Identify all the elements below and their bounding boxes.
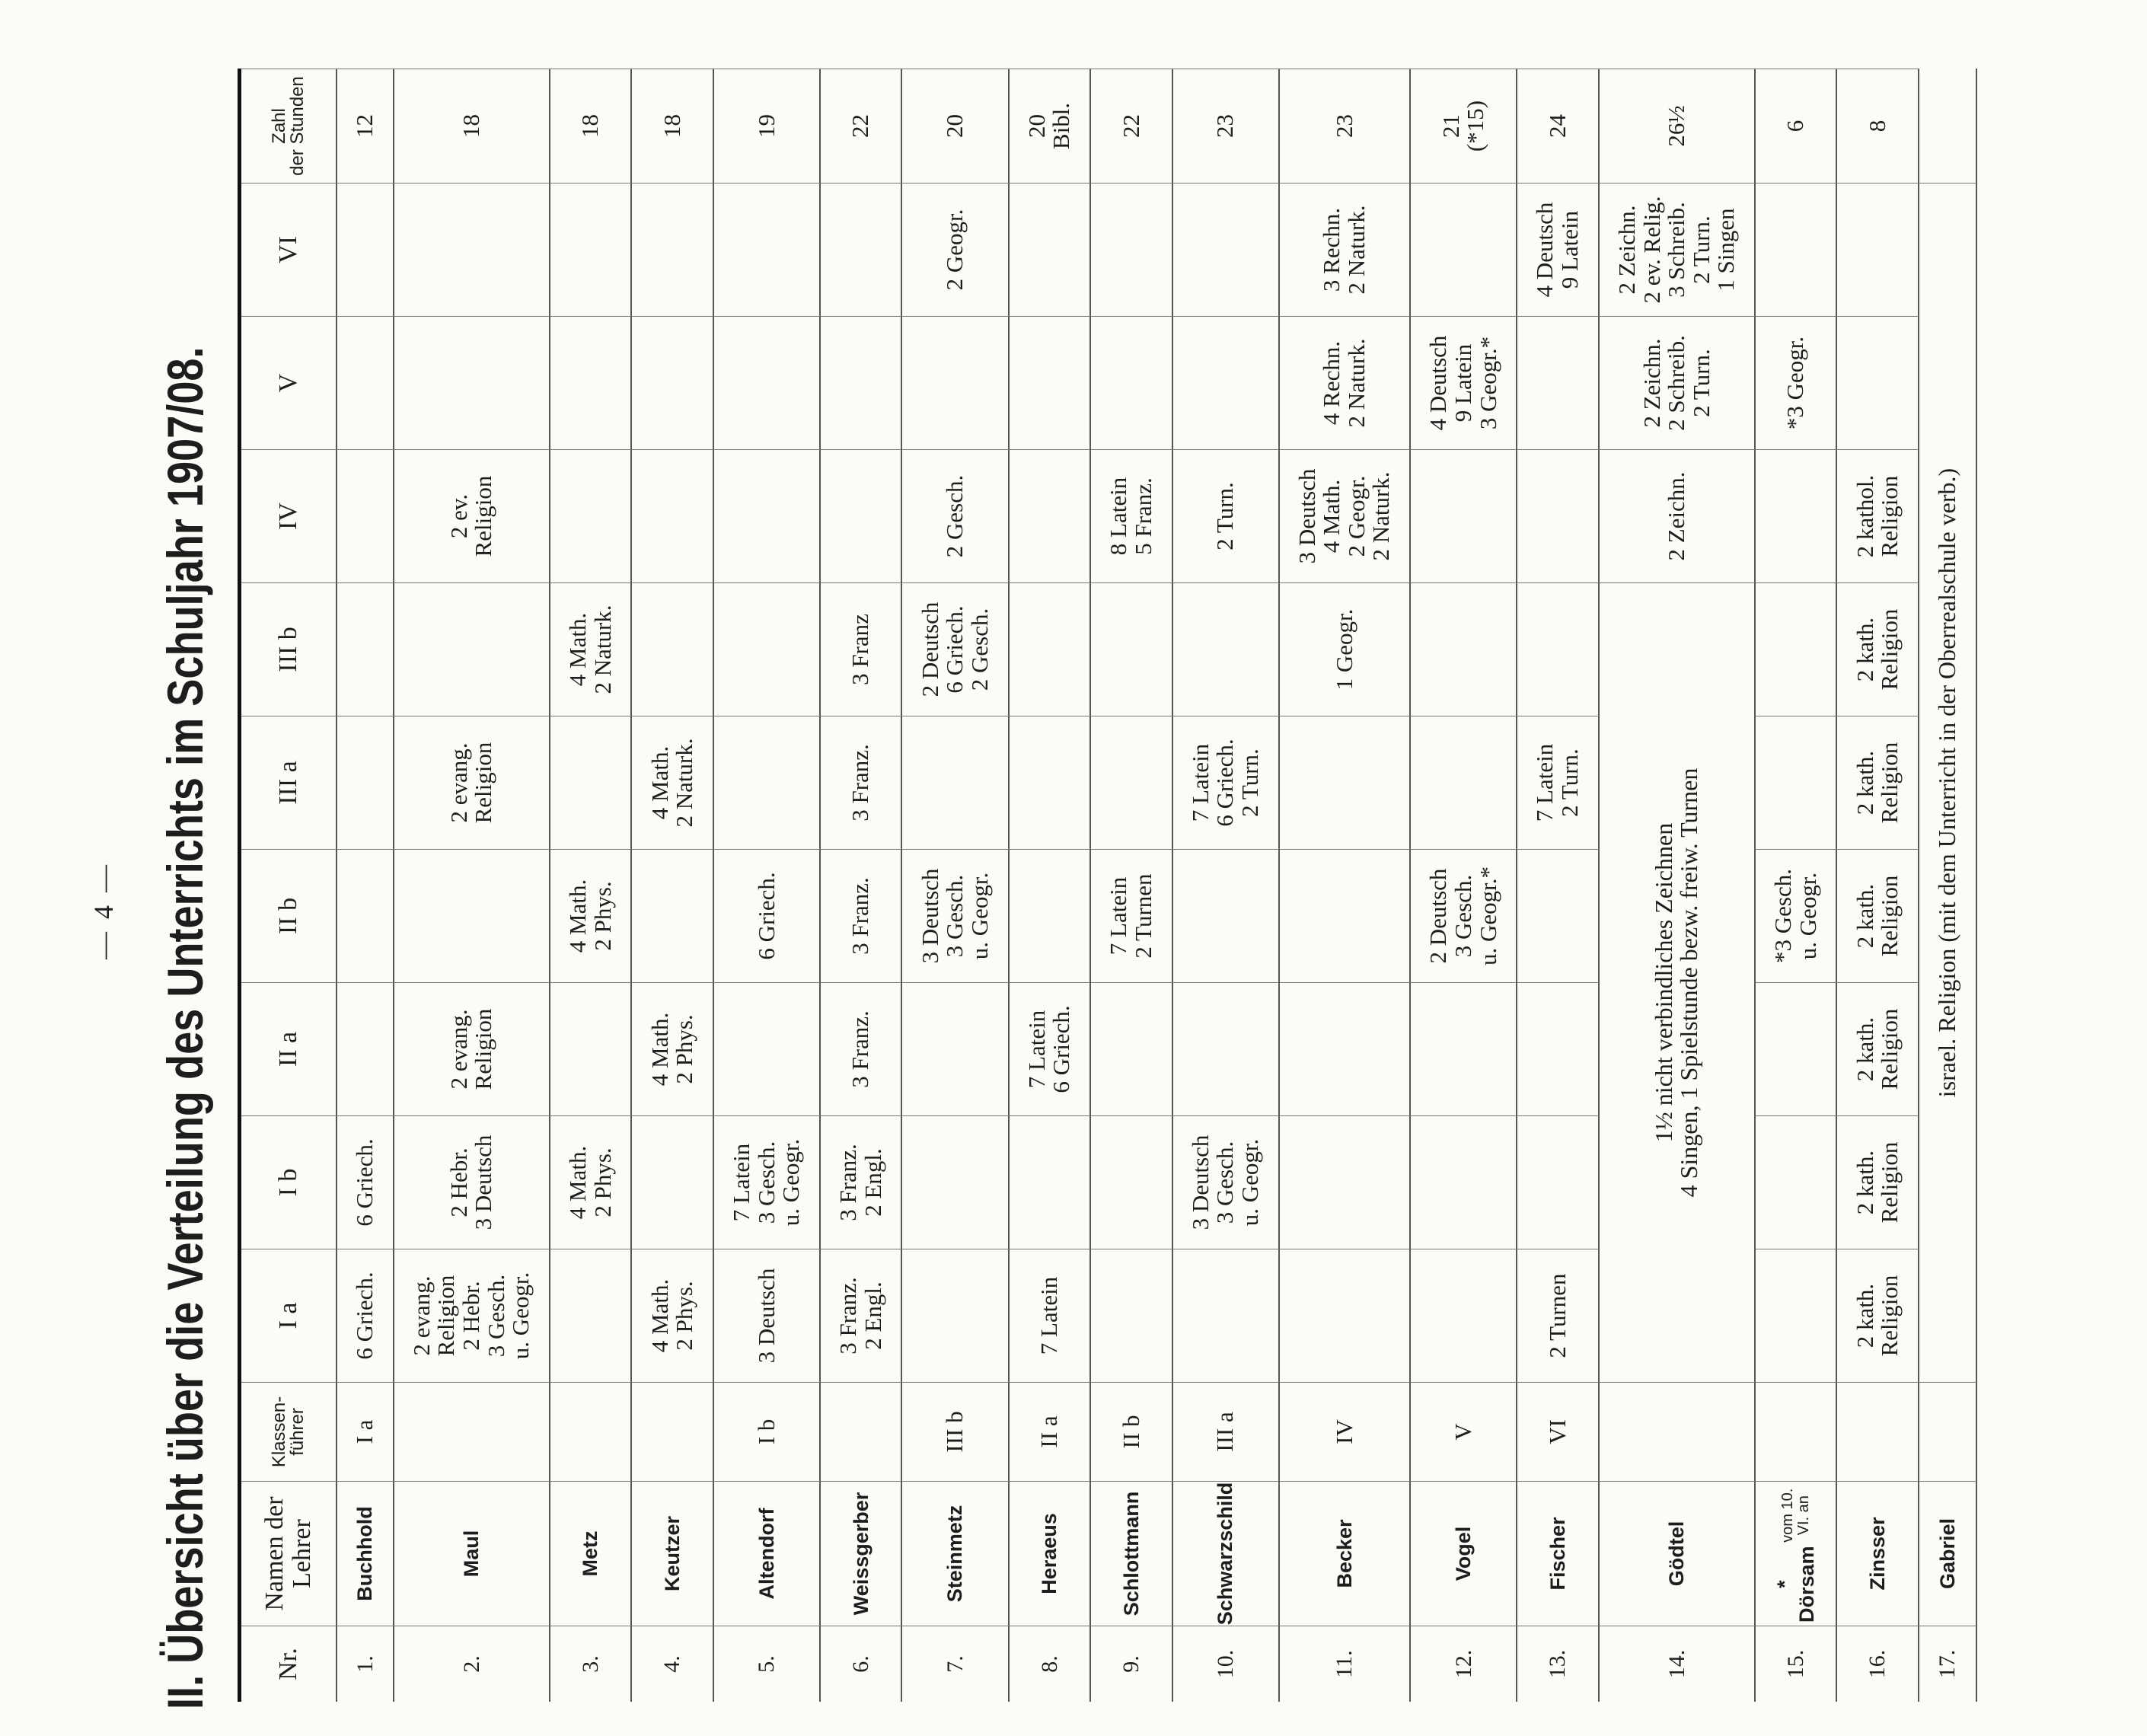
row-number: 12.: [1411, 1626, 1517, 1702]
cell-ia: 2 kath. Religion: [1837, 1249, 1919, 1382]
teacher-name-text: Vogel: [1452, 1526, 1475, 1581]
cell-iiib: [1756, 582, 1838, 716]
class-leader: [821, 1382, 903, 1481]
cell-iib: [1173, 849, 1280, 982]
class-leader: [394, 1382, 550, 1481]
cell-iv: 2 ev. Religion: [394, 449, 550, 582]
teacher-name-text: Altendorf: [754, 1508, 778, 1600]
cell-iiia: [1091, 716, 1173, 849]
cell-iiib: [632, 582, 714, 716]
cell-iib: [394, 849, 550, 982]
cell-iiia: [1010, 716, 1092, 849]
cell-iiia: [550, 716, 633, 849]
cell-iiia: 7 Latein 2 Turn.: [1517, 716, 1600, 849]
class-leader: V: [1411, 1382, 1517, 1481]
row-number: 4.: [632, 1626, 714, 1702]
cell-iv: [1517, 449, 1600, 582]
cell-ib: [1091, 1115, 1173, 1249]
cell-v: [1010, 316, 1092, 449]
header-zahl: Zahl der Stunden: [241, 69, 337, 183]
cell-iib: *3 Gesch. u. Geogr.: [1756, 849, 1838, 982]
cell-iiib: [1411, 582, 1517, 716]
header-iia: II a: [241, 982, 337, 1115]
teacher-name-text: Fischer: [1546, 1517, 1569, 1591]
cell-iiia: [1411, 716, 1517, 849]
cell-iib: 2 kath. Religion: [1837, 849, 1919, 982]
cell-vi: 2 Geogr.: [902, 183, 1009, 316]
hours-total: 18: [550, 69, 633, 183]
teacher-name: [1091, 1481, 1173, 1626]
cell-iv: 2 Zeichn.: [1600, 449, 1756, 582]
cell-iiia: [1280, 716, 1412, 849]
cell-v: [1837, 316, 1919, 449]
cell-ib: [1280, 1115, 1412, 1249]
cell-iv: [1411, 449, 1517, 582]
class-leader: I a: [337, 1382, 394, 1481]
cell-iv: [337, 449, 394, 582]
hours-total: [1919, 69, 1977, 183]
cell-v: 4 Rechn. 2 Naturk.: [1280, 316, 1412, 449]
cell-iiia: 7 Latein 6 Griech. 2 Turn.: [1173, 716, 1280, 849]
hours-total: 12: [337, 69, 394, 183]
span-cell: 1½ nicht verbindliches Zeichnen 4 Singen, 1 Spielstunde bezw. freiw. Turnen: [1600, 582, 1756, 1382]
teacher-name-text: * Dörsam: [1773, 1546, 1818, 1623]
teacher-name-text: Metz: [579, 1530, 602, 1577]
hours-total: 20: [902, 69, 1009, 183]
cell-iiib: [337, 582, 394, 716]
hours-total: 19: [714, 69, 821, 183]
cell-v: 4 Deutsch 9 Latein 3 Geogr.*: [1411, 316, 1517, 449]
cell-iib: [1010, 849, 1092, 982]
row-number: 8.: [1010, 1626, 1092, 1702]
header-klassenfuehrer: Klassen- führer: [241, 1382, 337, 1481]
cell-iia: [1756, 982, 1838, 1115]
cell-v: [337, 316, 394, 449]
cell-iiib: [1091, 582, 1173, 716]
cell-ib: 7 Latein 3 Gesch. u. Geogr.: [714, 1115, 821, 1249]
teaching-distribution-table: [238, 69, 1977, 1702]
cell-iiib: 4 Math. 2 Naturk.: [550, 582, 633, 716]
cell-iv: 3 Deutsch 4 Math. 2 Geogr. 2 Naturk.: [1280, 449, 1412, 582]
row-number: 17.: [1919, 1626, 1977, 1702]
cell-iia: [1173, 982, 1280, 1115]
cell-ib: 3 Deutsch 3 Gesch. u. Geogr.: [1173, 1115, 1280, 1249]
cell-ia: [1280, 1249, 1412, 1382]
hours-total: 23: [1280, 69, 1412, 183]
cell-vi: [1173, 183, 1280, 316]
cell-iib: [1280, 849, 1412, 982]
teacher-name: [632, 1481, 714, 1626]
cell-iiib: [714, 582, 821, 716]
teacher-name: [1010, 1481, 1092, 1626]
cell-iiib: 2 kath. Religion: [1837, 582, 1919, 716]
teacher-name-text: Steinmetz: [943, 1505, 967, 1603]
teacher-name-text: Maul: [460, 1530, 483, 1578]
class-leader: IV: [1280, 1382, 1412, 1481]
document-title: II. Übersicht über die Verteilung des Unterrichts im Schuljahr 1907/08.: [157, 346, 213, 1709]
header-vi: VI: [241, 183, 337, 316]
cell-v: [821, 316, 903, 449]
hours-total: 23: [1173, 69, 1280, 183]
cell-iv: 2 Turn.: [1173, 449, 1280, 582]
cell-iia: 3 Franz.: [821, 982, 903, 1115]
cell-iia: 7 Latein 6 Griech.: [1010, 982, 1092, 1115]
cell-v: *3 Geogr.: [1756, 316, 1838, 449]
cell-ia: [902, 1249, 1009, 1382]
teacher-name: [1280, 1481, 1412, 1626]
cell-iiia: 2 evang. Religion: [394, 716, 550, 849]
class-leader: III a: [1173, 1382, 1280, 1481]
cell-vi: [550, 183, 633, 316]
teacher-name-text: Zinsser: [1866, 1517, 1890, 1591]
teacher-name: [821, 1481, 903, 1626]
row-number: 11.: [1280, 1626, 1412, 1702]
cell-v: [1173, 316, 1280, 449]
cell-vi: [337, 183, 394, 316]
cell-vi: 4 Deutsch 9 Latein: [1517, 183, 1600, 316]
cell-iib: 3 Franz.: [821, 849, 903, 982]
header-ib: I b: [241, 1115, 337, 1249]
teacher-name-text: Heraeus: [1038, 1513, 1061, 1594]
hours-total: 26½: [1600, 69, 1756, 183]
header-iiib: III b: [241, 582, 337, 716]
cell-iv: [550, 449, 633, 582]
teacher-name: [1600, 1481, 1756, 1626]
teacher-name-text: Buchhold: [353, 1506, 377, 1601]
cell-iiia: 3 Franz.: [821, 716, 903, 849]
row-number: 2.: [394, 1626, 550, 1702]
cell-iib: [632, 849, 714, 982]
cell-vi: [1411, 183, 1517, 316]
teacher-name: [1837, 1481, 1919, 1626]
cell-ib: 2 kath. Religion: [1837, 1115, 1919, 1249]
cell-ib: 2 Hebr. 3 Deutsch: [394, 1115, 550, 1249]
header-iiia: III a: [241, 716, 337, 849]
cell-ia: 2 evang. Religion 2 Hebr. 3 Gesch. u. Geogr.: [394, 1249, 550, 1382]
cell-ib: 4 Math. 2 Phys.: [550, 1115, 633, 1249]
class-leader: VI: [1517, 1382, 1600, 1481]
cell-ia: [1756, 1249, 1838, 1382]
cell-ia: 7 Latein: [1010, 1249, 1092, 1382]
teacher-name-text: Weissgerber: [849, 1492, 873, 1616]
cell-iia: [714, 982, 821, 1115]
header-iib: II b: [241, 849, 337, 982]
cell-ib: [1517, 1115, 1600, 1249]
hours-total: 18: [632, 69, 714, 183]
header-ia: I a: [241, 1249, 337, 1382]
cell-iiib: [394, 582, 550, 716]
hours-total: 6: [1756, 69, 1838, 183]
cell-ia: [1173, 1249, 1280, 1382]
cell-vi: [1091, 183, 1173, 316]
teacher-name: [1517, 1481, 1600, 1626]
class-leader: II b: [1091, 1382, 1173, 1481]
cell-iiia: [1756, 716, 1838, 849]
cell-ib: [1010, 1115, 1092, 1249]
cell-vi: [821, 183, 903, 316]
class-leader: III b: [902, 1382, 1009, 1481]
cell-vi: 3 Rechn. 2 Naturk.: [1280, 183, 1412, 316]
class-leader: [550, 1382, 633, 1481]
cell-ia: 4 Math. 2 Phys.: [632, 1249, 714, 1382]
hours-total: 22: [821, 69, 903, 183]
row-number: 1.: [337, 1626, 394, 1702]
cell-iia: 2 evang. Religion: [394, 982, 550, 1115]
row-number: 15.: [1756, 1626, 1838, 1702]
cell-iib: 7 Latein 2 Turnen: [1091, 849, 1173, 982]
cell-iv: 2 Gesch.: [902, 449, 1009, 582]
cell-iiib: [1010, 582, 1092, 716]
cell-iia: [1411, 982, 1517, 1115]
hours-total: 8: [1837, 69, 1919, 183]
cell-iia: [550, 982, 633, 1115]
row-number: 9.: [1091, 1626, 1173, 1702]
cell-ib: [902, 1115, 1009, 1249]
cell-iia: 4 Math. 2 Phys.: [632, 982, 714, 1115]
cell-iia: [902, 982, 1009, 1115]
class-leader: [1837, 1382, 1919, 1481]
cell-ia: [550, 1249, 633, 1382]
teacher-name-text: Gödtel: [1665, 1521, 1689, 1587]
cell-ib: [632, 1115, 714, 1249]
cell-iv: [1756, 449, 1838, 582]
cell-iiia: 4 Math. 2 Naturk.: [632, 716, 714, 849]
teacher-name-text: Becker: [1332, 1519, 1356, 1588]
teacher-note: vom 10. VI. an: [1779, 1488, 1812, 1543]
cell-v: [714, 316, 821, 449]
teacher-name: [1411, 1481, 1517, 1626]
cell-iiib: 2 Deutsch 6 Griech. 2 Gesch.: [902, 582, 1009, 716]
row-number: 10.: [1173, 1626, 1280, 1702]
teacher-name-text: Schwarzschild: [1214, 1482, 1237, 1626]
cell-ia: 2 Turnen: [1517, 1249, 1600, 1382]
hours-total: 22: [1091, 69, 1173, 183]
row-number: 13.: [1517, 1626, 1600, 1702]
teacher-name: [1173, 1481, 1280, 1626]
cell-iv: [821, 449, 903, 582]
cell-iib: 6 Griech.: [714, 849, 821, 982]
teacher-name-text: Gabriel: [1935, 1517, 1959, 1590]
hours-total: 20 Bibl.: [1010, 69, 1092, 183]
cell-ib: [1756, 1115, 1838, 1249]
header-v: V: [241, 316, 337, 449]
span-cell: israel. Religion (mit dem Unterricht in der Oberrealschule verb.): [1919, 183, 1977, 1382]
hours-total: 24: [1517, 69, 1600, 183]
cell-ia: 6 Griech.: [337, 1249, 394, 1382]
cell-iiib: [1173, 582, 1280, 716]
cell-v: [394, 316, 550, 449]
hours-total: 18: [394, 69, 550, 183]
class-leader: [632, 1382, 714, 1481]
cell-iiia: 2 kath. Religion: [1837, 716, 1919, 849]
cell-iiia: [902, 716, 1009, 849]
cell-v: [632, 316, 714, 449]
teacher-name: [550, 1481, 633, 1626]
row-number: 16.: [1837, 1626, 1919, 1702]
teacher-name: [1919, 1481, 1977, 1626]
cell-ia: 3 Franz. 2 Engl.: [821, 1249, 903, 1382]
cell-iiib: [1517, 582, 1600, 716]
hours-total: 21 (*15): [1411, 69, 1517, 183]
cell-vi: 2 Zeichn. 2 ev. Relig. 3 Schreib. 2 Turn. 1 Singen: [1600, 183, 1756, 316]
cell-iib: 4 Math. 2 Phys.: [550, 849, 633, 982]
cell-iia: 2 kath. Religion: [1837, 982, 1919, 1115]
teacher-name: [1756, 1481, 1838, 1626]
cell-iv: [1010, 449, 1092, 582]
page-number: — 4 —: [88, 862, 119, 959]
cell-v: [902, 316, 1009, 449]
cell-iiib: 1 Geogr.: [1280, 582, 1412, 716]
teacher-name: [714, 1481, 821, 1626]
row-number: 5.: [714, 1626, 821, 1702]
cell-ia: 3 Deutsch: [714, 1249, 821, 1382]
teacher-name-text: Schlottmann: [1119, 1491, 1143, 1616]
cell-iia: [1280, 982, 1412, 1115]
cell-iib: 2 Deutsch 3 Gesch. u. Geogr.*: [1411, 849, 1517, 982]
class-leader: I b: [714, 1382, 821, 1481]
cell-iib: [337, 849, 394, 982]
row-number: 3.: [550, 1626, 633, 1702]
header-iv: IV: [241, 449, 337, 582]
cell-v: 2 Zeichn. 2 Schreib. 2 Turn.: [1600, 316, 1756, 449]
cell-v: [1517, 316, 1600, 449]
cell-iiia: [714, 716, 821, 849]
teacher-name-text: Keutzer: [660, 1515, 684, 1592]
row-number: 7.: [902, 1626, 1009, 1702]
row-number: 6.: [821, 1626, 903, 1702]
cell-iia: [337, 982, 394, 1115]
cell-ia: [1091, 1249, 1173, 1382]
cell-iv: [632, 449, 714, 582]
header-nr: Nr.: [241, 1626, 337, 1702]
cell-iib: [1517, 849, 1600, 982]
cell-ib: 3 Franz. 2 Engl.: [821, 1115, 903, 1249]
teacher-name: [337, 1481, 394, 1626]
cell-v: [1091, 316, 1173, 449]
class-leader: II a: [1010, 1382, 1092, 1481]
cell-iia: [1517, 982, 1600, 1115]
class-leader: [1756, 1382, 1838, 1481]
cell-vi: [1756, 183, 1838, 316]
cell-iiib: 3 Franz: [821, 582, 903, 716]
cell-ia: [1411, 1249, 1517, 1382]
cell-vi: [632, 183, 714, 316]
cell-ib: 6 Griech.: [337, 1115, 394, 1249]
cell-iiia: [337, 716, 394, 849]
cell-vi: [714, 183, 821, 316]
cell-ib: [1411, 1115, 1517, 1249]
row-number: 14.: [1600, 1626, 1756, 1702]
class-leader: [1919, 1382, 1977, 1481]
cell-vi: [1010, 183, 1092, 316]
cell-vi: [394, 183, 550, 316]
teacher-name: [394, 1481, 550, 1626]
cell-iv: 8 Latein 5 Franz.: [1091, 449, 1173, 582]
cell-vi: [1837, 183, 1919, 316]
teacher-name: [902, 1481, 1009, 1626]
cell-iv: 2 kathol. Religion: [1837, 449, 1919, 582]
class-leader: [1600, 1382, 1756, 1481]
header-name: Namen der Lehrer: [241, 1481, 337, 1626]
cell-v: [550, 316, 633, 449]
cell-iia: [1091, 982, 1173, 1115]
cell-iib: 3 Deutsch 3 Gesch. u. Geogr.: [902, 849, 1009, 982]
cell-iv: [714, 449, 821, 582]
